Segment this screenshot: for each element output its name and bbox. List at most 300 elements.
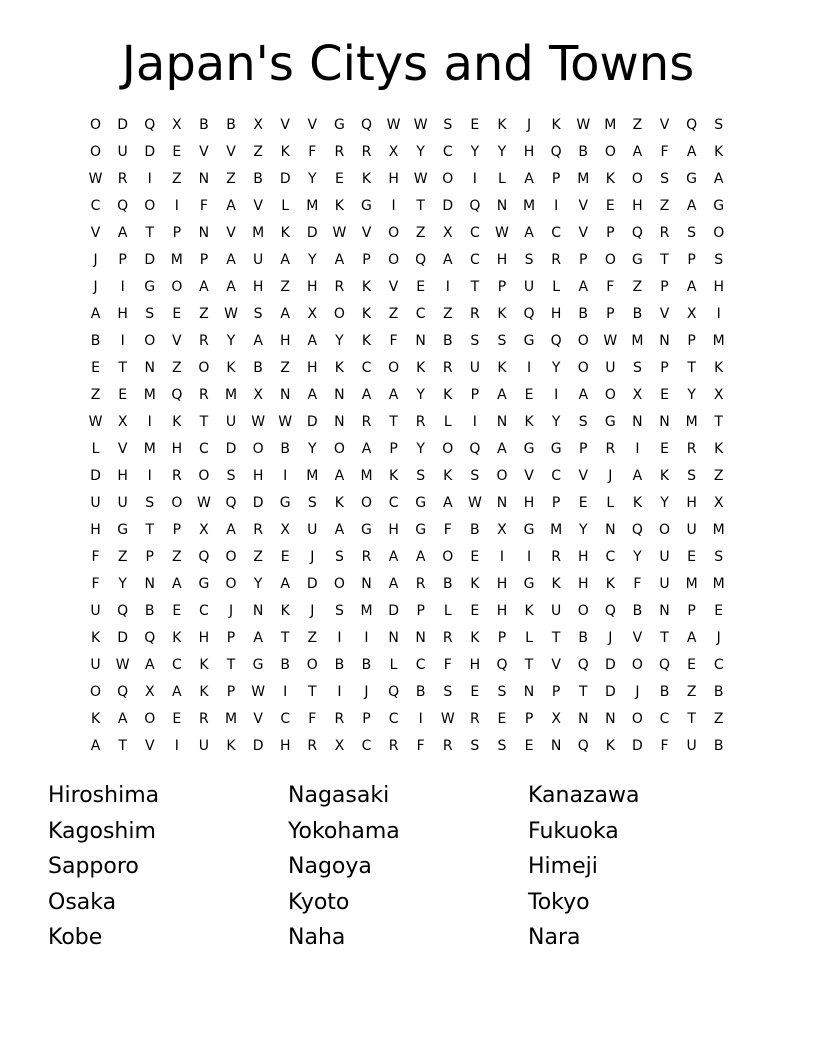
grid-letter: P [687,251,696,268]
grid-letter: Z [713,710,724,727]
grid-letter: L [606,494,615,511]
page-title: Japan's Citys and Towns [121,36,695,92]
grid-letter: M [550,521,563,538]
grid-letter: H [90,521,101,538]
grid-letter: O [577,332,589,349]
grid-letter: Z [199,305,209,322]
grid-letter: H [577,548,589,565]
grid-letter: K [334,197,344,214]
grid-letter: J [310,548,315,565]
grid-letter: A [578,278,589,295]
grid-letter: B [90,332,101,349]
grid-letter: H [550,305,562,322]
grid-letter: B [578,629,589,646]
word-list-item: Sapporo [48,854,139,879]
grid-letter: C [442,143,453,160]
word-list-item: Kyoto [288,889,350,915]
grid-letter: X [307,305,318,322]
grid-letter: C [713,656,724,673]
grid-letter: P [226,629,236,646]
grid-row [82,165,734,192]
word-list-item: Hiroshima [48,783,160,808]
grid-letter: D [144,251,156,268]
grid-row [82,624,734,651]
grid-letter: A [90,305,101,322]
grid-letter: D [604,683,616,700]
grid-letter: U [307,521,318,538]
grid-letter: B [632,305,643,322]
grid-letter: R [415,413,426,430]
grid-letter: Y [308,170,317,187]
grid-letter: P [470,386,480,403]
grid-letter: A [172,683,182,700]
grid-letter: V [253,710,263,727]
grid-letter: A [686,629,697,646]
grid-letter: A [442,251,453,268]
grid-letter: E [714,602,724,619]
grid-letter: E [470,116,480,133]
grid-letter: X [551,710,561,727]
grid-letter: X [253,386,263,403]
grid-letter: T [687,710,696,727]
grid-letter: H [388,521,399,538]
grid-letter: I [147,170,152,187]
grid-letter: Q [144,629,156,646]
grid-letter: T [118,737,127,754]
grid-letter: C [388,710,399,727]
grid-letter: U [686,521,697,538]
grid-letter: W [495,224,509,241]
grid-letter: T [416,197,425,214]
grid-letter: P [497,629,507,646]
grid-letter: A [334,521,345,538]
grid-letter: M [252,224,265,241]
grid-letter: M [712,521,725,538]
grid-letter: K [524,413,534,430]
grid-letter: Y [416,143,425,160]
grid-letter: O [631,710,643,727]
grid-letter: Q [117,197,129,214]
grid-letter: X [199,521,209,538]
grid-letter: O [442,548,454,565]
grid-letter: B [578,143,589,160]
word-list-item: Osaka [48,889,117,915]
grid-letter: B [415,683,426,700]
grid-letter: Q [117,602,129,619]
grid-letter: O [631,656,643,673]
grid-letter: Z [686,683,697,700]
grid-letter: O [90,143,102,160]
grid-letter: Y [118,575,127,592]
grid-letter: V [659,305,670,322]
grid-letter: C [280,710,291,727]
grid-letter: A [578,386,589,403]
grid-letter: A [524,224,534,241]
grid-letter: A [497,440,507,457]
grid-letter: N [144,359,155,376]
grid-letter: T [660,251,669,268]
grid-letter: Q [388,683,400,700]
grid-letter: N [577,710,589,727]
word-search-grid [82,111,734,759]
grid-letter: A [253,629,263,646]
grid-letter: I [391,197,396,214]
grid-letter: J [608,629,613,646]
grid-letter: W [251,413,266,430]
grid-row [82,705,734,732]
grid-letter: G [523,575,535,592]
grid-letter: S [145,305,155,322]
grid-letter: Y [308,440,317,457]
grid-letter: P [551,494,561,511]
grid-letter: C [469,251,480,268]
grid-letter: M [604,116,617,133]
grid-letter: X [280,521,290,538]
grid-letter: S [470,332,480,349]
grid-letter: F [308,710,317,727]
grid-letter: H [523,143,535,160]
grid-letter: X [713,386,724,403]
grid-letter: B [442,575,453,592]
grid-letter: F [91,548,100,565]
grid-letter: Q [171,386,183,403]
grid-letter: L [443,602,452,619]
grid-letter: P [199,251,209,268]
grid-letter: H [686,494,697,511]
grid-letter: G [686,170,698,187]
grid-letter: R [117,170,128,187]
grid-letter: P [389,440,398,457]
grid-letter: B [334,656,345,673]
grid-letter: C [551,224,562,241]
grid-letter: A [415,548,426,565]
grid-letter: L [498,170,506,187]
grid-letter: V [632,629,643,646]
grid-letter: K [443,467,453,484]
grid-letter: V [578,197,589,214]
grid-letter: U [90,602,101,619]
grid-letter: Q [550,332,562,349]
grid-letter: N [361,575,372,592]
grid-letter: W [88,170,103,187]
grid-letter: S [714,251,724,268]
grid-letter: V [659,116,670,133]
grid-letter: E [687,656,697,673]
grid-letter: A [280,575,290,592]
grid-letter: C [199,440,209,457]
grid-letter: R [307,737,318,754]
grid-letter: N [632,413,643,430]
grid-letter: O [198,359,210,376]
grid-letter: G [415,494,427,511]
grid-letter: T [308,683,317,700]
grid-letter: K [470,575,480,592]
grid-letter: B [253,359,263,376]
grid-letter: M [170,251,183,268]
grid-letter: O [144,197,156,214]
grid-letter: J [526,116,532,133]
grid-letter: I [472,413,477,430]
grid-letter: J [608,467,613,484]
grid-letter: S [334,548,344,565]
grid-row [82,543,734,570]
grid-letter: W [603,332,618,349]
grid-letter: R [361,548,372,565]
grid-letter: D [252,737,264,754]
grid-letter: P [172,521,182,538]
grid-letter: T [118,359,127,376]
grid-letter: O [90,116,102,133]
grid-letter: Q [631,521,643,538]
grid-letter: S [497,737,507,754]
grid-letter: S [334,602,344,619]
grid-letter: O [333,575,345,592]
grid-letter: W [88,413,103,430]
grid-letter: Q [496,656,508,673]
grid-row [82,462,734,489]
grid-letter: D [306,575,318,592]
grid-letter: Z [172,170,182,187]
grid-letter: F [91,575,100,592]
grid-letter: I [554,197,559,214]
grid-letter: J [228,602,234,619]
grid-letter: I [364,629,369,646]
grid-letter: P [606,224,615,241]
grid-letter: O [604,251,616,268]
grid-letter: R [361,143,372,160]
grid-letter: A [442,494,453,511]
grid-letter: I [147,467,152,484]
grid-letter: A [334,467,345,484]
grid-letter: D [306,413,318,430]
grid-letter: M [685,413,698,430]
grid-letter: H [632,197,643,214]
grid-letter: B [632,602,643,619]
grid-letter: N [496,197,508,214]
grid-letter: O [388,224,400,241]
grid-letter: Y [497,143,507,160]
grid-letter: A [632,467,643,484]
grid-letter: Q [523,305,535,322]
grid-letter: H [307,359,318,376]
grid-letter: I [174,737,179,754]
grid-letter: U [90,656,101,673]
grid-letter: K [199,656,209,673]
grid-letter: O [442,170,454,187]
grid-letter: L [91,440,100,457]
grid-letter: P [579,251,588,268]
grid-letter: H [523,494,535,511]
grid-letter: O [604,143,616,160]
grid-letter: D [225,440,237,457]
grid-letter: O [198,467,210,484]
grid-letter: P [551,683,561,700]
grid-letter: R [551,548,561,565]
grid-letter: I [499,548,505,565]
grid-letter: R [686,440,697,457]
grid-letter: J [310,602,315,619]
grid-letter: P [497,278,507,295]
grid-row [82,408,734,435]
grid-letter: P [226,683,236,700]
grid-letter: O [144,332,156,349]
grid-letter: O [90,683,102,700]
grid-letter: N [252,602,264,619]
grid-letter: A [388,575,399,592]
grid-letter: I [554,386,559,403]
grid-letter: G [279,494,291,511]
grid-letter: H [117,467,128,484]
word-list [48,779,768,957]
grid-letter: P [606,305,615,322]
grid-letter: R [659,224,670,241]
grid-row [82,381,734,408]
grid-letter: L [281,197,290,214]
grid-letter: Q [604,602,616,619]
grid-letter: U [659,548,670,565]
grid-letter: V [524,467,534,484]
grid-letter: F [199,197,208,214]
grid-letter: H [496,602,508,619]
grid-letter: A [226,278,236,295]
grid-letter: H [279,332,291,349]
grid-letter: B [713,737,724,754]
grid-letter: A [172,575,182,592]
grid-letter: K [497,116,507,133]
grid-letter: P [687,602,696,619]
grid-letter: J [93,278,98,295]
grid-letter: G [523,521,535,538]
grid-letter: S [578,413,588,430]
word-list-item: Nara [528,925,581,950]
grid-letter: C [171,656,182,673]
grid-letter: S [714,116,724,133]
grid-letter: O [360,494,372,511]
grid-letter: R [334,278,345,295]
grid-letter: O [659,521,671,538]
grid-letter: R [199,386,209,403]
grid-letter: J [364,683,369,700]
grid-letter: V [226,143,236,160]
grid-letter: Q [577,656,589,673]
grid-letter: M [712,575,725,592]
grid-letter: K [497,359,507,376]
grid-letter: R [388,737,399,754]
grid-letter: M [224,386,238,403]
grid-letter: Q [659,656,671,673]
grid-letter: S [307,494,317,511]
grid-letter: S [416,467,426,484]
grid-letter: I [283,683,288,700]
grid-letter: Z [172,548,182,565]
grid-letter: H [252,467,264,484]
grid-row [82,651,734,678]
grid-letter: E [172,602,182,619]
grid-letter: G [604,413,616,430]
grid-letter: B [253,170,263,187]
grid-letter: R [442,359,453,376]
grid-letter: U [198,737,210,754]
grid-letter: C [659,710,670,727]
grid-letter: A [199,278,209,295]
grid-letter: O [171,494,183,511]
grid-letter: A [388,548,399,565]
grid-letter: W [251,683,266,700]
grid-letter: P [172,224,182,241]
grid-letter: A [524,170,534,187]
grid-letter: X [686,305,697,322]
grid-letter: O [577,359,589,376]
grid-letter: O [713,224,725,241]
grid-letter: A [686,278,697,295]
grid-letter: Z [659,197,670,214]
grid-letter: K [443,386,453,403]
grid-letter: F [443,521,452,538]
grid-letter: P [660,278,669,295]
grid-letter: U [90,494,101,511]
grid-letter: W [576,116,591,133]
grid-letter: T [687,359,696,376]
grid-letter: D [90,467,101,484]
grid-letter: E [605,197,615,214]
grid-letter: K [659,467,670,484]
grid-letter: H [496,575,508,592]
grid-row [82,516,734,543]
grid-letter: O [333,440,345,457]
grid-letter: T [145,521,155,538]
grid-letter: Z [280,359,290,376]
grid-letter: Q [469,197,481,214]
grid-letter: G [415,521,427,538]
grid-letter: O [144,710,156,727]
grid-letter: I [283,467,288,484]
grid-letter: B [226,116,236,133]
grid-letter: E [172,143,182,160]
grid-letter: F [660,143,669,160]
grid-letter: S [497,332,507,349]
grid-letter: Y [470,143,480,160]
grid-letter: M [306,467,319,484]
grid-letter: D [632,737,643,754]
grid-letter: X [334,737,345,754]
grid-letter: G [198,575,210,592]
grid-row [82,111,734,138]
grid-letter: B [578,305,589,322]
grid-letter: K [497,305,507,322]
grid-letter: H [713,278,724,295]
grid-letter: K [199,683,209,700]
grid-letter: I [120,332,125,349]
grid-letter: M [360,602,373,619]
grid-letter: T [226,656,236,673]
grid-letter: K [172,629,182,646]
grid-letter: K [714,359,724,376]
grid-letter: V [388,278,399,295]
grid-letter: Y [551,413,561,430]
grid-letter: U [659,575,670,592]
grid-letter: X [388,143,399,160]
grid-letter: N [144,575,155,592]
grid-letter: K [334,359,344,376]
grid-letter: H [496,251,508,268]
grid-row [82,435,734,462]
grid-letter: Q [144,116,156,133]
grid-letter: F [633,575,642,592]
word-list-item: Kanazawa [528,783,640,808]
grid-letter: O [252,440,264,457]
grid-letter: G [523,440,535,457]
grid-letter: Y [551,359,561,376]
